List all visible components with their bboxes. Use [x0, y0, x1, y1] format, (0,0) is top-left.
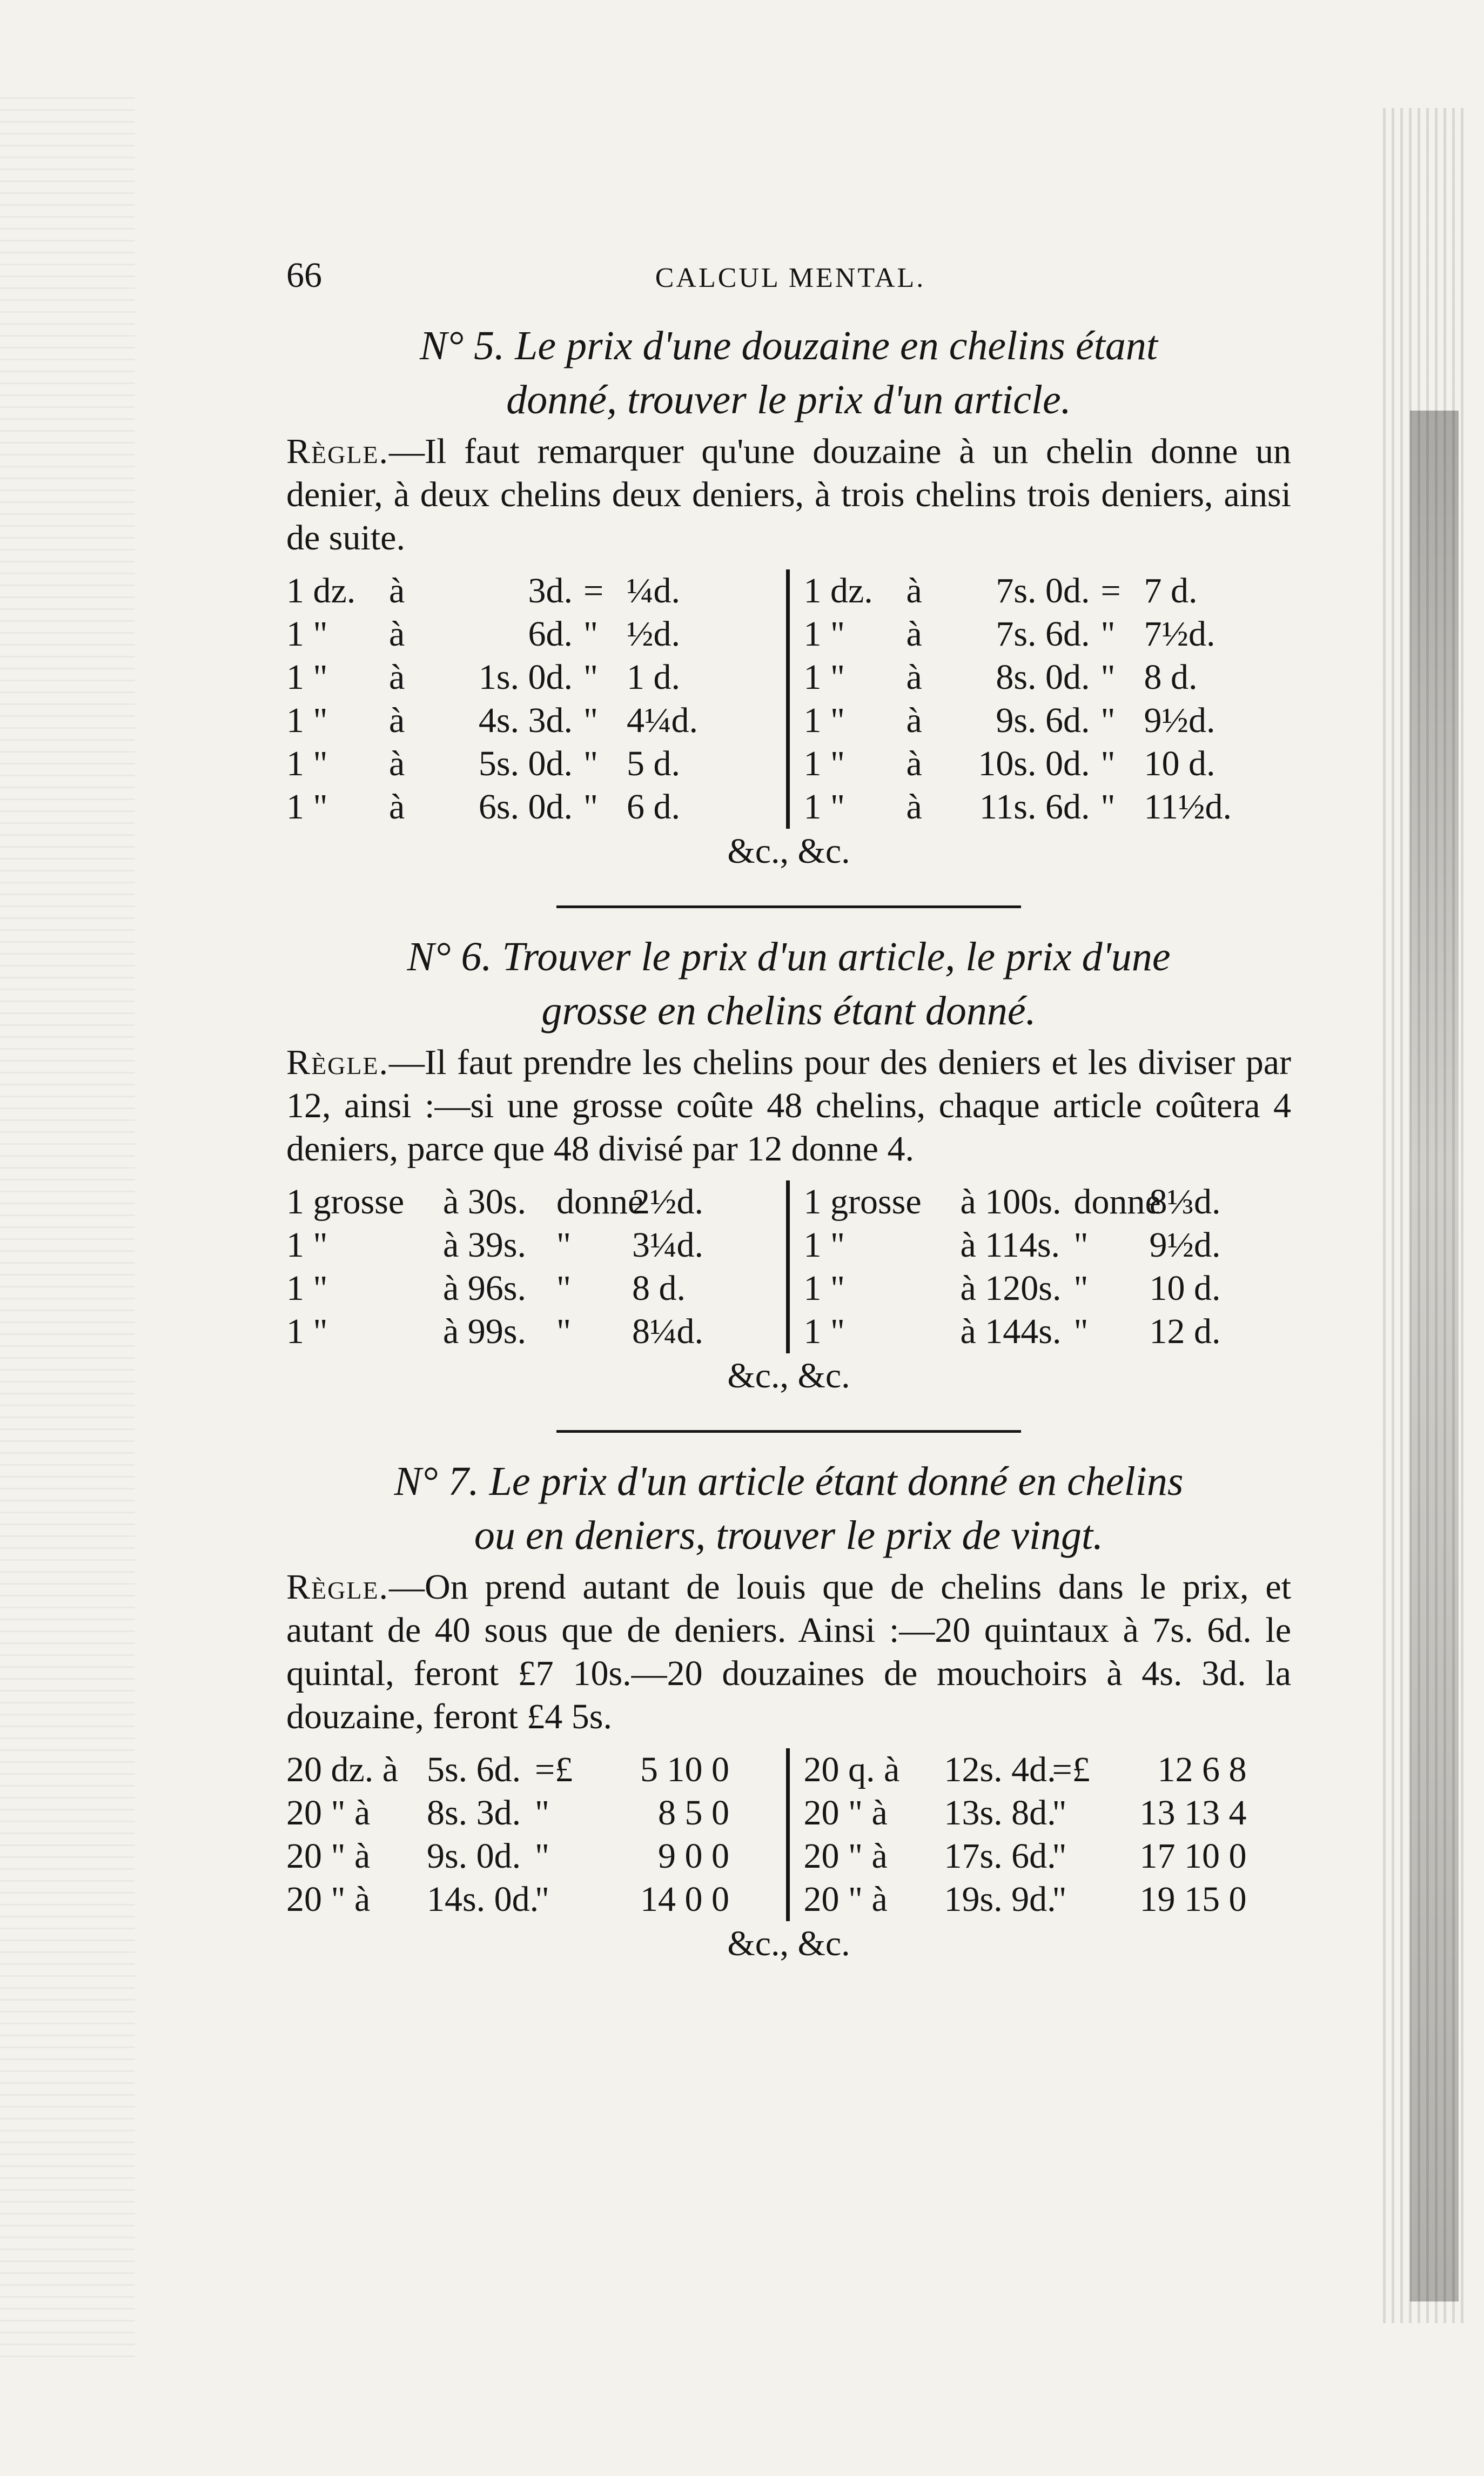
page-header [286, 254, 1291, 303]
table-right-column [790, 569, 1292, 829]
table-row: 1 dz. à 3d. = ¼d. [286, 571, 680, 610]
table-left-column [286, 569, 790, 829]
table-left-column [286, 1180, 790, 1353]
table-row: 1 grosse à 100s. donne 8⅓d. [803, 1182, 1221, 1222]
rule-text: —Il faut remarquer qu'une douzaine à un chelin donne un denier, à deux chelins deux deniers, à trois chelins trois deniers, ainsi de suite. [286, 432, 1291, 558]
rule-text: —Il faut prendre les chelins pour des deniers et les diviser par 12, ainsi :—si une grosse coûte 48 chelins, chaque article coûtera 4 deniers, parce que 48 divisé par 12 donne 4. [286, 1043, 1291, 1169]
section-title [286, 1454, 1291, 1562]
table-row: 1 " à 11s. 6d. " 11½d. [803, 787, 1232, 827]
table-row: 1 grosse à 30s. donne 2½d. [286, 1182, 703, 1222]
table-row: 20 " à 9s. 0d. " 9 0 0 [286, 1836, 729, 1876]
table-row: 1 " à 1s. 0d. " 1 d. [286, 657, 680, 697]
page-number: 66 [286, 256, 322, 295]
table-row: 1 " à 96s. " 8 d. [286, 1269, 686, 1308]
table-row: 20 " à 14s. 0d. " 14 0 0 [286, 1880, 729, 1919]
table-row: 1 " à 8s. 0d. " 8 d. [803, 657, 1198, 697]
table-row: 1 " à 7s. 6d. " 7½d. [803, 614, 1216, 654]
table-row: 1 " à 5s. 0d. " 5 d. [286, 744, 680, 783]
running-title: CALCUL MENTAL. [655, 263, 926, 293]
table-row: 1 dz. à 7s. 0d. = 7 d. [803, 571, 1198, 610]
table-row: 1 " à 6d. " ½d. [286, 614, 680, 654]
section-title-line-2: grosse en chelins étant donné. [541, 988, 1036, 1034]
table-row: 1 " à 9s. 6d. " 9½d. [803, 701, 1216, 740]
price-table [286, 569, 1291, 829]
table-row: 1 " à 144s. " 12 d. [803, 1312, 1221, 1351]
section-6 [286, 930, 1291, 1398]
etc-line: &c., &c. [727, 1356, 850, 1395]
rule-paragraph [286, 1041, 1291, 1171]
table-row: 1 " à 114s. " 9½d. [803, 1225, 1221, 1265]
price-table [286, 1748, 1291, 1921]
table-row: 1 " à 99s. " 8¼d. [286, 1312, 703, 1351]
section-title-line-1: N° 6. Trouver le prix d'un article, le prix d'une [407, 934, 1171, 979]
section-title [286, 319, 1291, 427]
rule-label: Règle. [286, 432, 390, 471]
etc-line: &c., &c. [727, 831, 850, 871]
table-right-column [790, 1180, 1292, 1353]
scan-binding-shadow [1410, 411, 1459, 2301]
table-row: 20 " à 13s. 8d. " 13 13 4 [803, 1793, 1247, 1833]
table-row: 20 " à 19s. 9d. " 19 15 0 [803, 1880, 1247, 1919]
table-row: 20 q. à 12s. 4d. =£ 12 6 8 [803, 1750, 1247, 1789]
table-right-column [790, 1748, 1292, 1921]
table-row: 1 " à 4s. 3d. " 4¼d. [286, 701, 698, 740]
section-title-line-2: ou en deniers, trouver le prix de vingt. [474, 1513, 1104, 1558]
table-left-column [286, 1748, 790, 1921]
table-row: 1 " à 6s. 0d. " 6 d. [286, 787, 680, 827]
table-row: 1 " à 10s. 0d. " 10 d. [803, 744, 1216, 783]
scan-edge-left [0, 97, 135, 2366]
section-title-line-1: N° 7. Le prix d'un article étant donné en chelins [394, 1459, 1184, 1504]
table-row: 20 dz. à 5s. 6d. =£ 5 10 0 [286, 1750, 729, 1789]
table-row: 1 " à 39s. " 3¼d. [286, 1225, 703, 1265]
section-7 [286, 1454, 1291, 1965]
price-table [286, 1180, 1291, 1353]
table-row: 20 " à 17s. 6d. " 17 10 0 [803, 1836, 1247, 1876]
section-title [286, 930, 1291, 1038]
table-row: 20 " à 8s. 3d. " 8 5 0 [286, 1793, 729, 1833]
section-title-line-1: N° 5. Le prix d'une douzaine en chelins étant [420, 323, 1158, 368]
rule-paragraph [286, 430, 1291, 560]
table-row: 1 " à 120s. " 10 d. [803, 1269, 1221, 1308]
rule-label: Règle. [286, 1567, 390, 1607]
rule-text: —On prend autant de louis que de chelins dans le prix, et autant de 40 sous que de deniers. Ainsi :—20 quintaux à 7s. 6d. le quintal, feront £7 10s.—20 douzaines de mouchoirs à 4s. 3d. la douzaine, feront £4 5s. [286, 1567, 1291, 1736]
section-title-line-2: donné, trouver le prix d'un article. [506, 377, 1071, 422]
book-page [286, 254, 1291, 1965]
rule-paragraph [286, 1566, 1291, 1739]
etc-line: &c., &c. [727, 1924, 850, 1963]
section-divider [556, 905, 1021, 908]
rule-label: Règle. [286, 1043, 390, 1082]
section-divider [556, 1430, 1021, 1433]
section-5 [286, 319, 1291, 873]
